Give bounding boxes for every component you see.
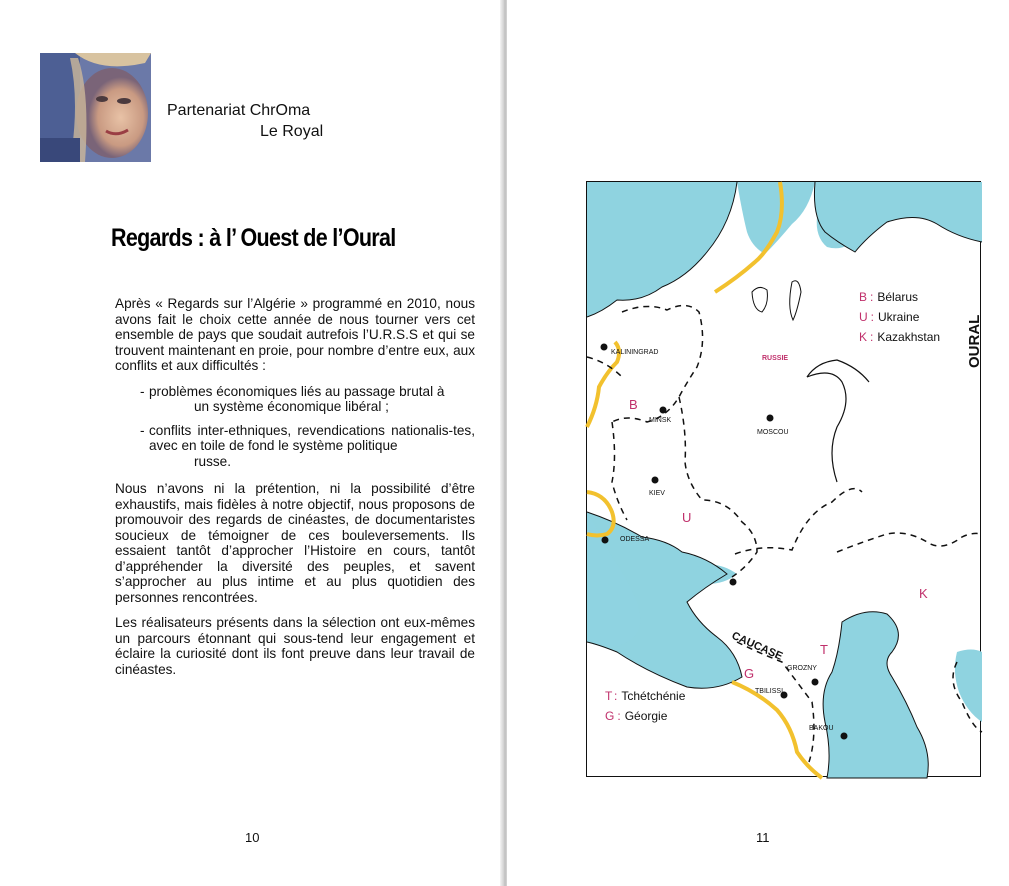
- paragraph-1: Après « Regards sur l’Algérie » programmé en 2010, nous avons fait le choix cette année de nous tourner vers cet ensemble de pays que soudait autrefois l’U.R.S.S et qui se trouvent maintenant en proie, pour nombre d’entre eux, aux conflits et aux difficultés :: [115, 296, 475, 373]
- legend-sep: :: [614, 689, 618, 703]
- body-text: [115, 296, 475, 687]
- bullet-dash: -: [140, 383, 145, 399]
- legend-key-b: B: [859, 290, 868, 304]
- legend-key-g: G: [605, 709, 615, 723]
- legend-name-kazakhstan: Kazakhstan: [877, 330, 941, 344]
- city-odessa: ODESSA: [620, 536, 650, 543]
- white-sea-island-2: [790, 281, 801, 320]
- bullet-2-line-2: russe.: [194, 453, 232, 469]
- label-oural: OURAL: [966, 314, 983, 368]
- legend-name-georgie: Géorgie: [624, 709, 668, 723]
- city-kiev: KIEV: [649, 490, 665, 497]
- aral-water: [955, 650, 982, 723]
- city-grozny: GROZNY: [787, 665, 817, 672]
- city-moscou: MOSCOU: [757, 429, 789, 436]
- label-g: G: [744, 666, 755, 681]
- label-t: T: [820, 642, 828, 657]
- map-figure: [586, 181, 981, 777]
- bullet-item-1: [140, 384, 475, 415]
- legend-sep: :: [617, 709, 621, 723]
- paragraph-2: Nous n’avons ni la prétention, ni la possibilité d’être exhaustifs, mais fidèles à notre objectif, nous proposons de promouvoir des regards de cinéastes, de documentaristes soucieux de témoigner de ces bouleversements. Ils essaient tantôt d’approcher l’Histoire en cours, tantôt d’appréhender la diversité des peuples, et savent s’approcher au plus intime et au plus quotidien des personnes rencontrées.: [115, 481, 475, 605]
- legend-key-t: T: [605, 689, 611, 703]
- city-bakou: BAKOU: [809, 725, 834, 732]
- page-number-left: 10: [245, 830, 260, 845]
- page-title: Regards : à l’ Ouest de l’Oural: [111, 224, 396, 252]
- label-russie: RUSSIE: [762, 355, 789, 362]
- bullet-dash: -: [140, 422, 145, 438]
- svg-text:K:Kazakhstan: [859, 330, 940, 344]
- city-kaliningrad: KALININGRAD: [611, 349, 659, 356]
- bullet-1-line-1: problèmes économiques liés au passage brutal à: [149, 383, 445, 399]
- label-caucase: CAUCASE: [729, 629, 785, 663]
- svg-text:U:Ukraine: [859, 310, 920, 324]
- legend-key-u: U: [859, 310, 868, 324]
- label-b: B: [629, 397, 638, 412]
- legend-name-tchetchenie: Tchétchénie: [621, 689, 686, 703]
- north-water-1: [737, 182, 815, 254]
- caspian-sea: [823, 612, 928, 778]
- legend-sep: :: [870, 290, 874, 304]
- city-tbilissi: TBILISSI: [755, 688, 784, 695]
- river-line: [807, 373, 846, 482]
- partner-line-2: Le Royal: [260, 123, 324, 140]
- north-coast-line: [807, 360, 869, 382]
- partner-line-1: Partenariat ChrOma: [167, 102, 311, 119]
- partner-credit: [167, 100, 323, 142]
- page-number-right: 11: [756, 830, 770, 845]
- city-minsk: MINSK: [649, 417, 672, 424]
- legend-name-belarus: Bélarus: [877, 290, 919, 304]
- map-svg: [587, 182, 982, 778]
- legend-key-k: K: [859, 330, 868, 344]
- legend-sep: :: [870, 330, 874, 344]
- legend-sep: :: [870, 310, 875, 324]
- bullet-item-2: [140, 423, 475, 470]
- white-sea-island: [752, 287, 767, 312]
- label-k: K: [919, 586, 928, 601]
- svg-text:T:Tchétchénie: [605, 689, 686, 703]
- portrait-photo: [40, 53, 151, 162]
- svg-text:G:Géorgie: [605, 709, 668, 723]
- svg-text:B:Bélarus: [859, 290, 918, 304]
- baltic-sea: [587, 182, 737, 317]
- label-u: U: [682, 510, 692, 525]
- bullet-1-line-2: un système économique libéral ;: [194, 399, 389, 414]
- bullet-2-line-1: conflits inter-ethniques, revendications nationalis-tes, avec en toile de fond le système politique: [149, 422, 475, 453]
- left-page: [0, 0, 503, 886]
- legend-name-ukraine: Ukraine: [878, 310, 920, 324]
- paragraph-3: Les réalisateurs présents dans la sélection ont eux-mêmes un parcours étonnant qui sous-tend leur engagement et éclaire la curiosité dont ils font preuve dans leur travail de cinéastes.: [115, 615, 475, 677]
